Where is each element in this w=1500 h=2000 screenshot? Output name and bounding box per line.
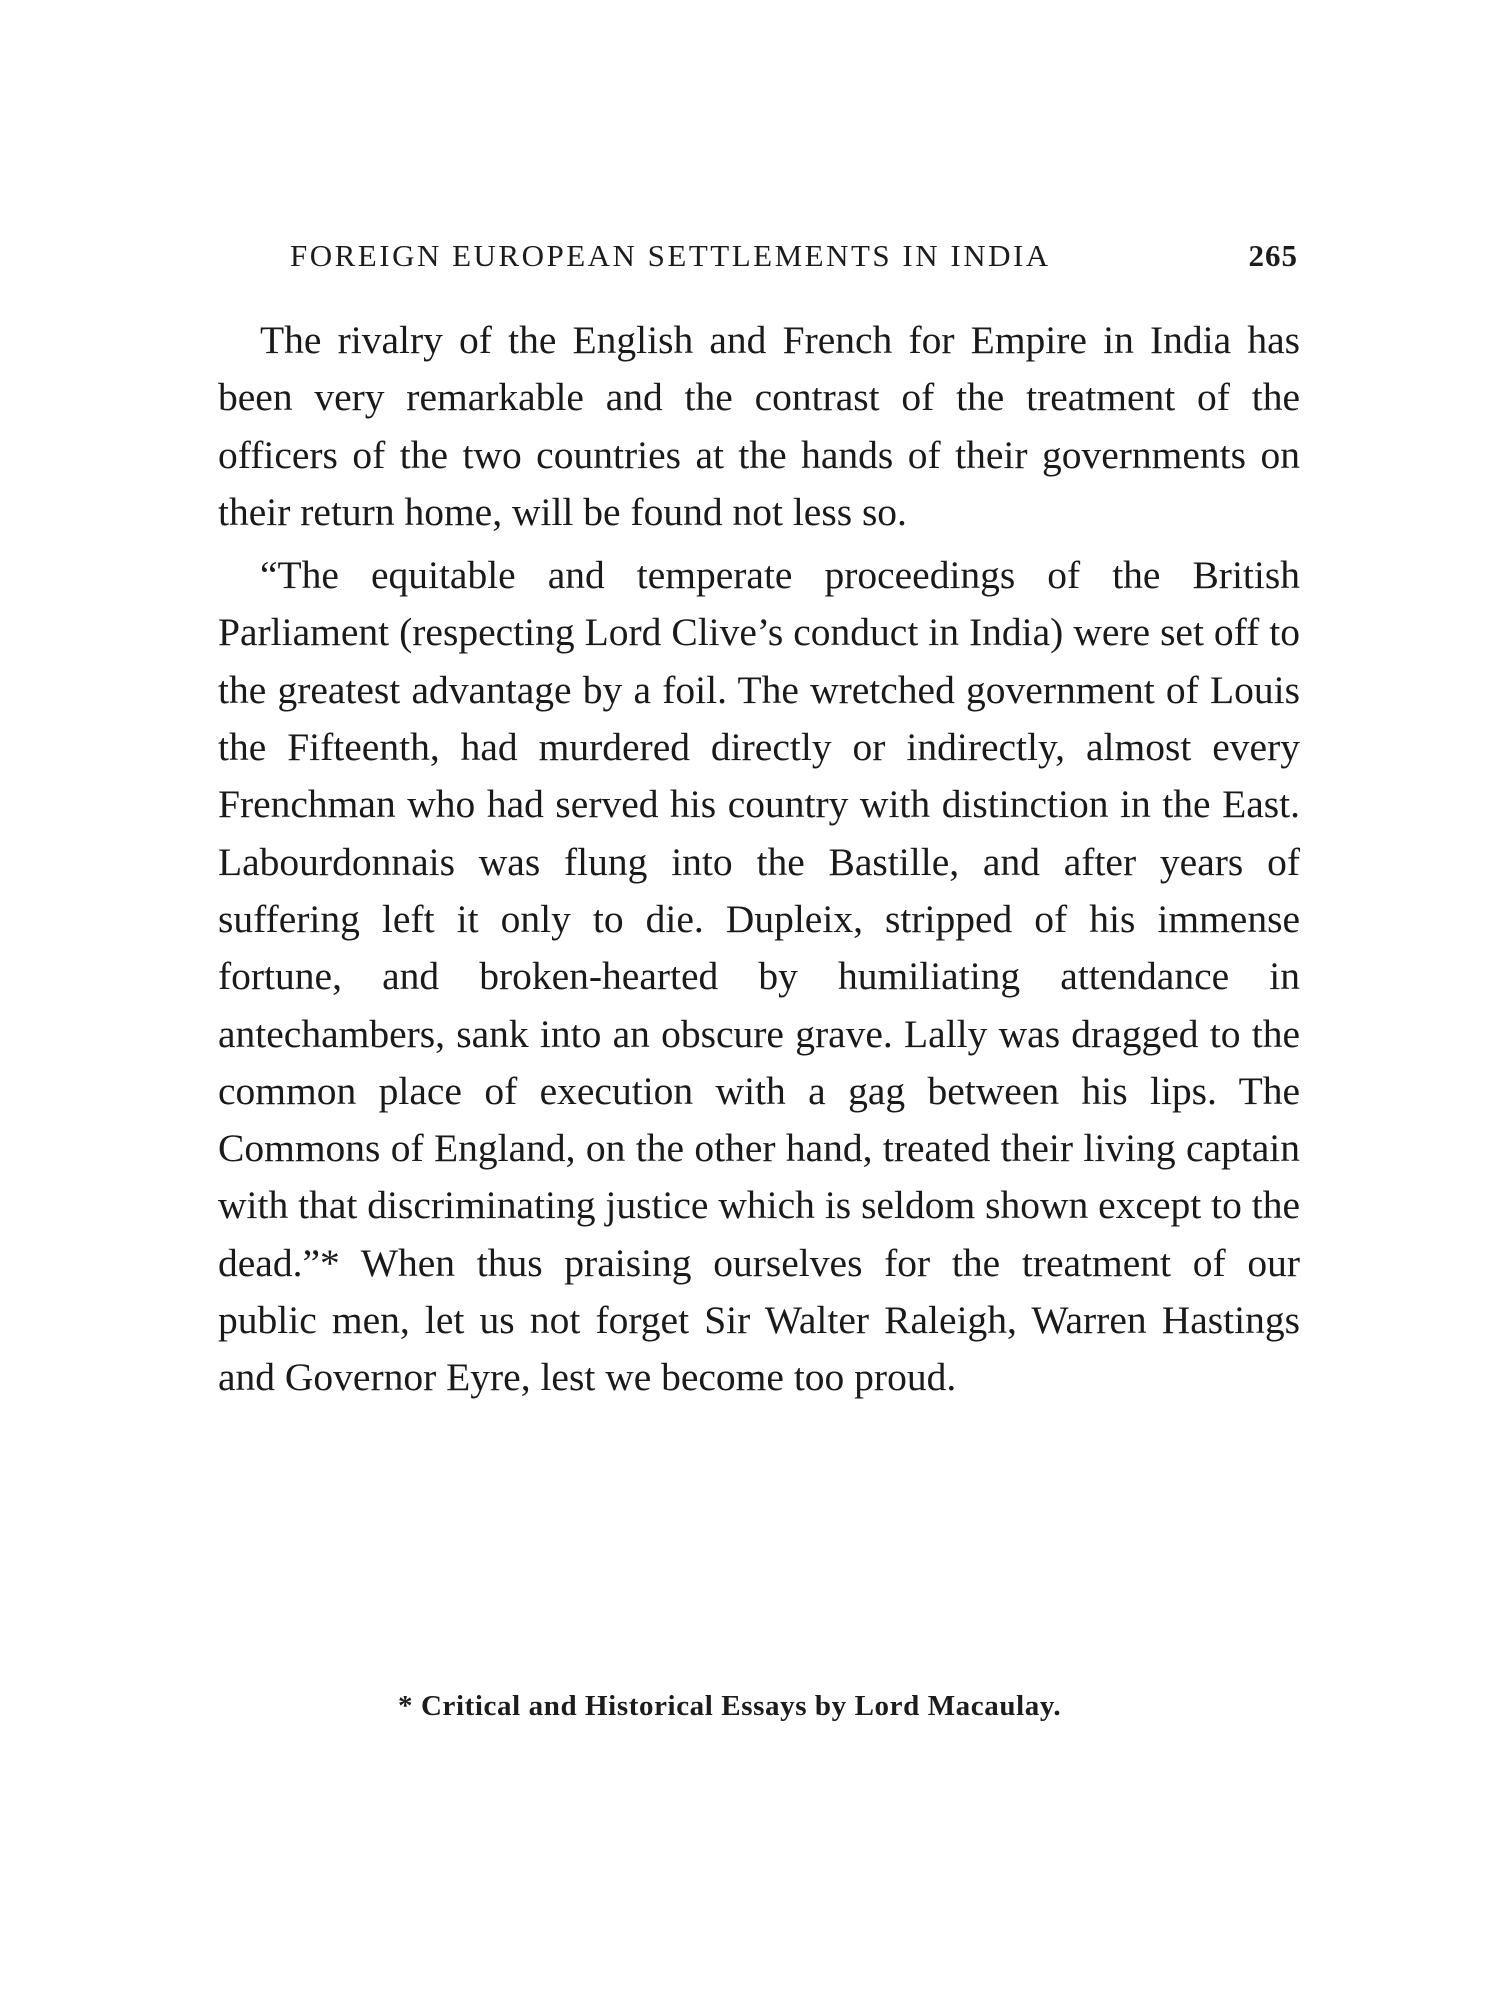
paragraph-macaulay-quote: “The equitable and temperate proceedings of the British Parliament (respecting Lord Clive’s conduct in India) were set off to the greatest advantage by a foil. The wretched government of Louis the Fifteenth, had murdered directly or indirectly, almost every Frenchman who had served his country with distinction in the East. Labourdonnais was flung into the Bastille, and after years of suffering left it only to die. Dupleix, stripped of his immense fortune, and broken-hearted by humiliating attendance in antechambers, sank into an obscure grave. Lally was dragged to the common place of execution with a gag between his lips. The Commons of England, on the other hand, treated their living captain with that discriminating justice which is seldom shown except to the dead.”* When thus praising ourselves for the treatment of our public men, let us not forget Sir Walter Raleigh, Warren Hastings and Governor Eyre, lest we become too proud.: [218, 553, 1300, 1400]
body-text: [218, 312, 1300, 1407]
paragraph-rivalry: The rivalry of the English and French for Empire in India has been very remarkable and the contrast of the treatment of the officers of the two countries at the hands of their governments on their return home, will be found not less so.: [218, 318, 1300, 534]
running-title: FOREIGN EUROPEAN SETTLEMENTS IN INDIA: [290, 238, 1051, 273]
footnote: * Critical and Historical Essays by Lord Macaulay.: [398, 1690, 1062, 1722]
running-head: [290, 238, 1298, 274]
page-number: 265: [1248, 238, 1298, 273]
